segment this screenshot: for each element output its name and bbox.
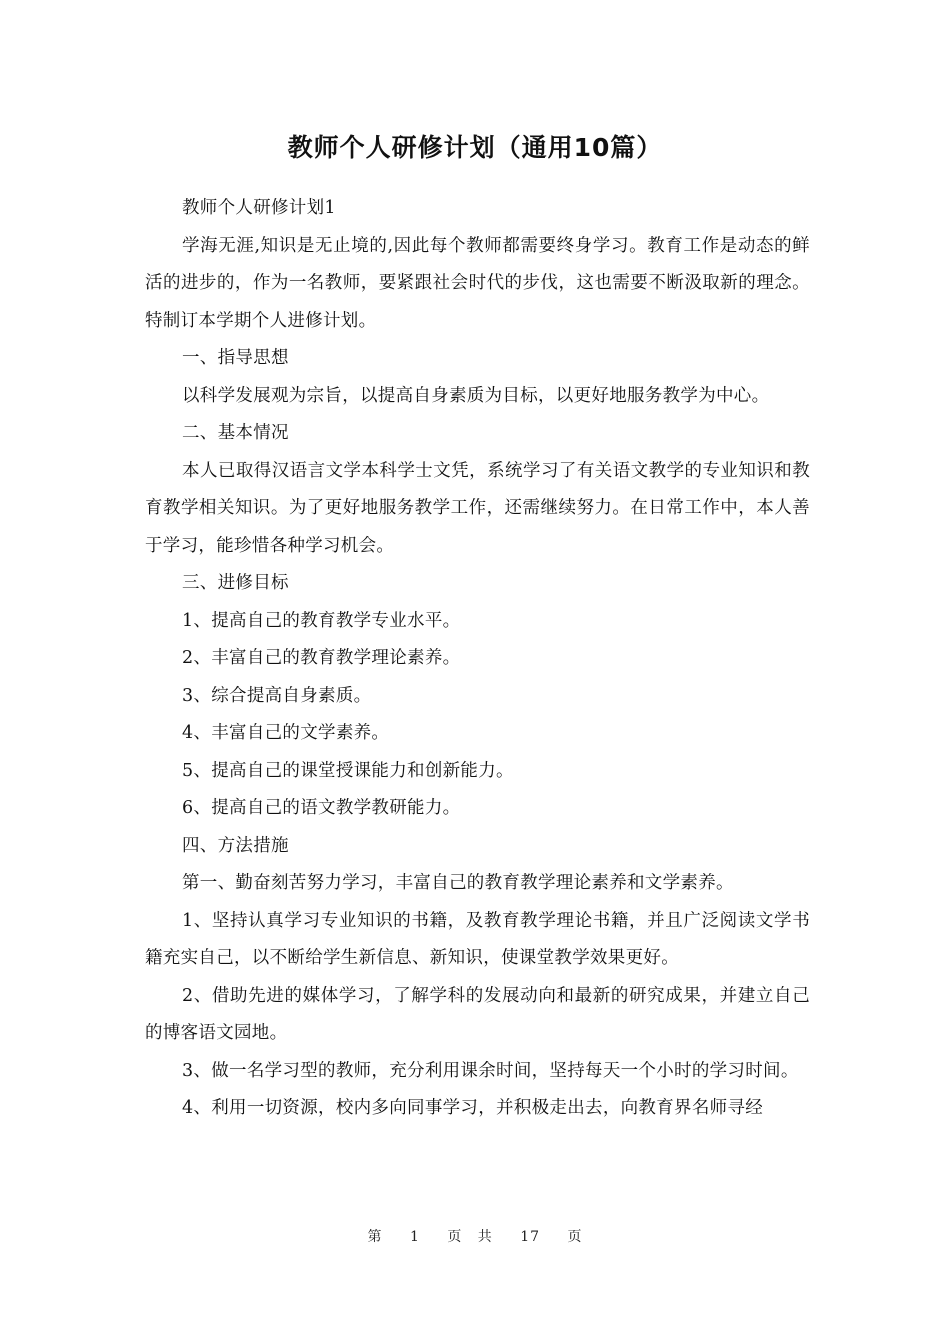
paragraph: 第一、勤奋刻苦努力学习，丰富自己的教育教学理论素养和文学素养。 xyxy=(182,873,734,893)
section-heading: 二、基本情况 xyxy=(182,423,289,443)
list-item: 4、利用一切资源，校内多向同事学习，并积极走出去，向教育界名师寻经 xyxy=(182,1098,764,1118)
paragraph: 以科学发展观为宗旨，以提高自身素质为目标，以更好地服务教学为中心。 xyxy=(182,385,770,406)
footer-total-pages: 17 xyxy=(520,1229,541,1245)
footer-middle: 页 共 xyxy=(447,1229,493,1245)
list-item: 1、坚持认真学习专业知识的书籍，及教育教学理论书籍，并且广泛阅读文学书籍充实自己，以不断给学生新信息、新知识，使课堂教学效果更好。 xyxy=(145,910,810,968)
list-item: 4、丰富自己的文学素养。 xyxy=(182,723,390,743)
section-heading: 三、进修目标 xyxy=(182,573,289,593)
list-item: 2、丰富自己的教育教学理论素养。 xyxy=(182,648,461,668)
document-title: 教师个人研修计划（通用10篇） xyxy=(287,133,663,162)
list-item: 1、提高自己的教育教学专业水平。 xyxy=(182,610,461,631)
list-item: 3、综合提高自身素质。 xyxy=(182,685,372,706)
section-heading: 一、指导思想 xyxy=(182,348,289,368)
footer-page-number: 1 xyxy=(409,1229,420,1245)
list-item: 2、借助先进的媒体学习，了解学科的发展动向和最新的研究成果，并建立自己的博客语文园地。 xyxy=(145,985,810,1043)
footer-suffix: 页 xyxy=(567,1229,583,1245)
list-item: 6、提高自己的语文教学教研能力。 xyxy=(182,798,461,818)
section-heading: 四、方法措施 xyxy=(182,835,289,856)
page-footer xyxy=(0,1226,950,1246)
paragraph-heading: 教师个人研修计划1 xyxy=(182,198,336,218)
paragraph: 学海无涯,知识是无止境的,因此每个教师都需要终身学习。教育工作是动态的鲜活的进步的，作为一名教师，要紧跟社会时代的步伐，这也需要不断汲取新的理念。特制订本学期个人进修计划。 xyxy=(145,235,810,331)
paragraph: 本人已取得汉语言文学本科学士文凭，系统学习了有关语文教学的专业知识和教育教学相关知识。为了更好地服务教学工作，还需继续努力。在日常工作中，本人善于学习，能珍惜各种学习机会。 xyxy=(145,460,810,556)
list-item: 3、做一名学习型的教师，充分利用课余时间，坚持每天一个小时的学习时间。 xyxy=(182,1060,799,1081)
list-item: 5、提高自己的课堂授课能力和创新能力。 xyxy=(182,760,514,781)
footer-prefix: 第 xyxy=(367,1229,383,1245)
document-body xyxy=(145,190,810,1128)
